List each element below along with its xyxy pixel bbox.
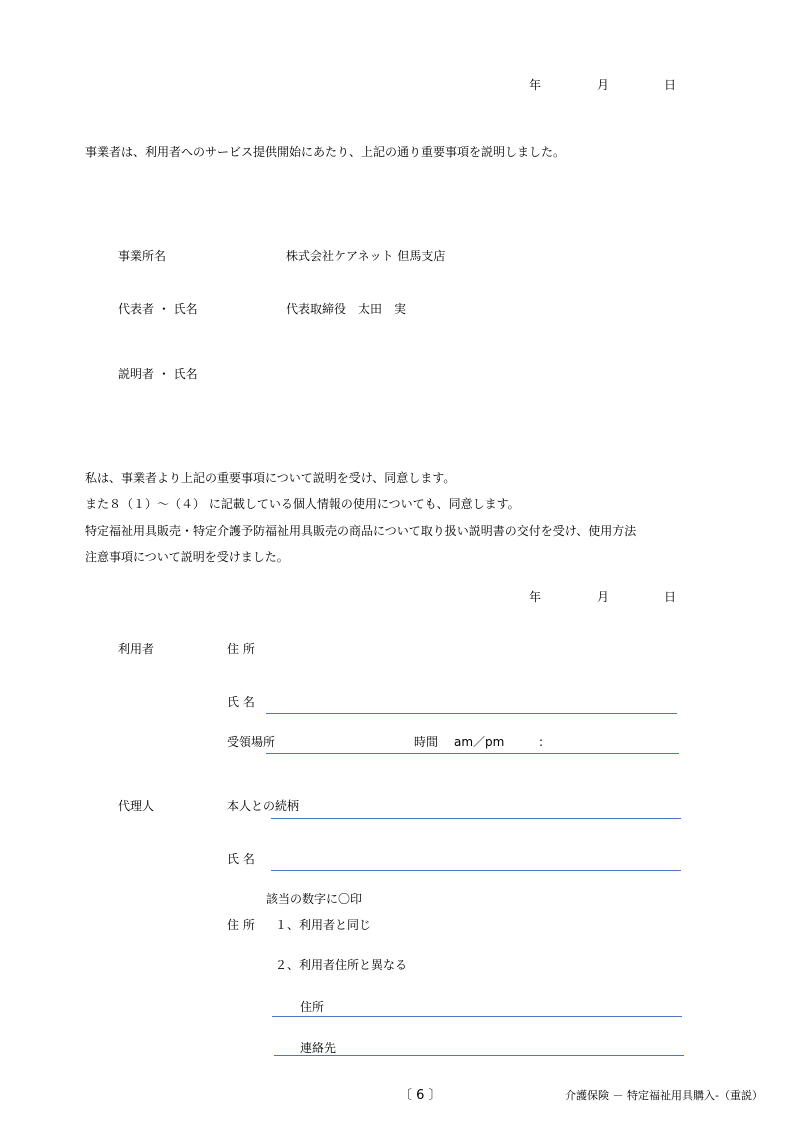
date1-month: 月 — [597, 78, 610, 92]
date1-day: 日 — [664, 78, 677, 92]
date2-day: 日 — [664, 590, 677, 604]
office-label: 事業所名 — [118, 249, 167, 263]
receipt-place-label: 受領場所 — [227, 735, 276, 749]
agent-label: 代理人 — [118, 799, 155, 813]
user-label: 利用者 — [118, 642, 155, 656]
representative-value: 代表取締役 太田 実 — [286, 302, 407, 316]
consent-line-2: また８（１）～（４） に記載している個人情報の使用についても、同意します。 — [85, 497, 520, 511]
relation-label: 本人との続柄 — [227, 799, 300, 813]
agent-address-label: 住 所 — [227, 918, 255, 932]
date1-year: 年 — [529, 78, 542, 92]
provider-statement: 事業者は、利用者へのサービス提供開始にあたり、上記の通り重要事項を説明しました。 — [85, 145, 566, 159]
office-value: 株式会社ケアネット 但馬支店 — [286, 249, 446, 263]
relation-field[interactable] — [271, 818, 681, 819]
ampm-label: am／pm — [454, 735, 505, 749]
agent-name-field[interactable] — [271, 870, 681, 871]
consent-line-3: 特定福祉用具販売・特定介護予防福祉用具販売の商品について取り扱い説明書の交付を受け、使用方法 — [85, 524, 637, 538]
circle-note: 該当の数字に〇印 — [266, 892, 363, 906]
option-2: ２、利用者住所と異なる — [275, 958, 408, 972]
agent-name-label: 氏 名 — [227, 852, 255, 866]
consent-line-1: 私は、事業者より上記の重要事項について説明を受け、同意します。 — [85, 471, 456, 485]
doc-title: 介護保険 － 特定福祉用具購入-（重説） — [565, 1089, 763, 1102]
date2-year: 年 — [529, 590, 542, 604]
consent-line-4: 注意事項について説明を受けました。 — [85, 550, 289, 564]
page-number: 〔 6 〕 — [399, 1088, 442, 1103]
user-address-label: 住 所 — [227, 642, 255, 656]
representative-label: 代表者 ・ 氏名 — [118, 302, 198, 316]
user-name-field[interactable] — [266, 713, 677, 714]
explainer-label: 説明者 ・ 氏名 — [118, 367, 198, 381]
contact-label: 連絡先 — [300, 1041, 337, 1055]
option-1: １、利用者と同じ — [275, 918, 372, 932]
user-name-label: 氏 名 — [227, 695, 255, 709]
agent-address-sub-label: 住所 — [300, 1000, 325, 1014]
agent-address-field[interactable] — [272, 1016, 682, 1017]
time-label: 時間 — [414, 735, 439, 749]
date2-month: 月 — [597, 590, 610, 604]
time-colon: : — [539, 735, 544, 749]
contact-field[interactable] — [274, 1055, 684, 1056]
receipt-place-field[interactable] — [266, 753, 679, 754]
